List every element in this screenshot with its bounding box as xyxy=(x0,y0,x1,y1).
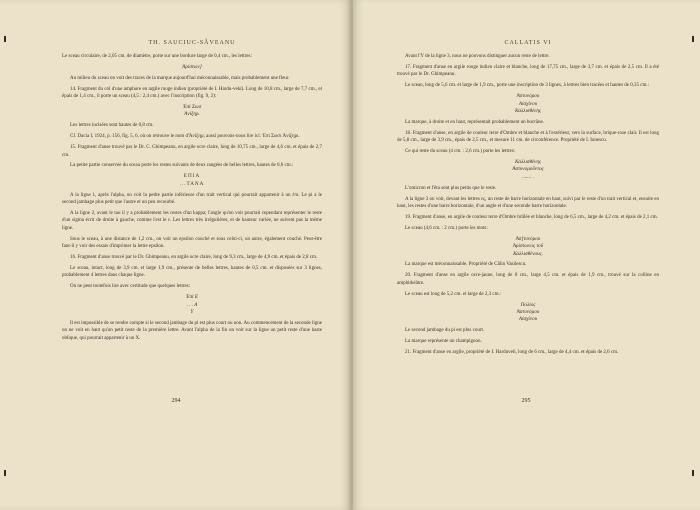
page-number: 295 xyxy=(521,398,531,404)
paragraph: Il est impossible de se rendre compte si le second jambage du pi est plus court ou non. Au commencement de la seconde ligne on ne voit en haut qu'un petit reste de la première lettre. Avant l'alpha de la fin on voit sur la ligne un petit reste d'une haste oblique, qui pourrait appartenir à un Χ. xyxy=(62,320,322,341)
paragraph: 21. Fragment d'anse en argile, propriété de I. Harduveli, long de 6 cm., large de 4,4 cm. et épais de 2,6 cm. xyxy=(405,350,619,356)
paragraph: Le second jambage du pi est plus court. xyxy=(405,328,485,334)
book-gutter xyxy=(350,0,353,510)
inscription-line: . . . Α xyxy=(186,301,198,308)
inscription-line: Ἀρίστωνος τοῦ xyxy=(512,243,544,250)
inscription-line: ....... . xyxy=(522,173,534,180)
inscription xyxy=(62,294,322,316)
inscription-line: Ἀστυνόμου xyxy=(516,308,540,315)
inscription-line: Ἀρίστων] xyxy=(182,63,202,70)
paragraph: 19. Fragment d'anse, en argile de couleur terre d'Ombre brûlée et blanche, long de 6,5 cm., large de 4,2 cm. et épais de 2,1 cm. xyxy=(405,214,658,220)
inscription xyxy=(397,236,659,258)
paragraph: Le sceau (4,6 cm. : 2 cm.) porte les mots: xyxy=(405,225,488,231)
paragraph: Ce qui reste du sceau (4 cm. : 2,6 cm.) porte les lettres: xyxy=(405,149,516,155)
paragraph: 17. Fragment d'anse en argile rouge indien claire et blanche, long de 17,75 cm., large de 3,7 cm. et épais de 2,5 cm. Il a été trouvé par le Dr. Ghimpeanu. xyxy=(397,64,659,78)
left-page-text xyxy=(62,53,322,342)
paragraph: Les lettres incisées sont hautes de 0,8 cm. xyxy=(70,123,154,129)
paragraph: Le sceau circulaire, de 2,05 cm. de diamètre, porte sur une bordure large de 0,4 cm., les lettres: xyxy=(62,54,252,59)
inscription-line: Καλλισθένης xyxy=(514,158,542,165)
inscription-line: Αἰσχίνου xyxy=(518,100,538,107)
inscription xyxy=(62,104,322,119)
inscription-line: Ἐπὶ Σωσ xyxy=(182,104,202,111)
inscription xyxy=(397,159,659,181)
paragraph: Cf. Dacia I, 1924, p. 156, fig. 5, 6, où on retrouve le nom d'Ἀνίξηρ; aussi pouvons-nous lire ici: Ἐπὶ Σωσι Ἀνίξηρι. xyxy=(70,134,300,140)
left-page-content xyxy=(62,40,322,346)
right-page-text xyxy=(397,53,659,357)
paragraph: 14. Fragment du col d'une amphore en argile rouge indien (propriété de I. Hardu-veki). Long de 10,8 cm., large de 7,7 cm., et épais de 1,4 cm., il porte un sceau (4,5 : 2,4 cm.) avec l'inscription (fig. 9, 2): xyxy=(62,86,322,100)
paragraph: Le sceau, intact, long de 3,9 cm. et large 1,9 cm., présente de belles lettres, hautes de 0,5 cm. et disposées sur 3 lignes, probablement 4 lettres dans chaque ligne. xyxy=(62,265,322,279)
binding-clip xyxy=(692,470,694,476)
inscription-line: Καλλισθένους. xyxy=(513,250,543,257)
paragraph: A la ligne 1, après l'alpha, on voit la petite partie inférieure d'un trait vertical qui pourrait appartenir à un ἐπι. Le pi a le second jambage plus petit que l'autre et un peu recourbé. xyxy=(62,192,322,206)
inscription-line: Ἀστυνόμου xyxy=(516,93,540,100)
paragraph: Le sceau est long de 5,2 cm. et large de 2,3 cm.: xyxy=(405,291,502,297)
binding-clip xyxy=(692,36,694,42)
inscription-line: Πολίος xyxy=(520,301,536,308)
paragraph: L'omicron et l'êta sont plus petits que le reste. xyxy=(405,185,497,191)
inscription-line: Ἐπὶ Ε xyxy=(185,294,199,301)
paragraph: 20. Fragment d'anse en argile ocre-jaune, long de 8 cm., large 4,5 cm. et épais de 1,9 cm., trouvé sur la colline en amphithéâtre. xyxy=(397,273,659,286)
paragraph: On ne peut toutefois lire avec certitude que quelques lettres: xyxy=(70,284,191,290)
inscription-line: ...ΤΑΝΑ xyxy=(179,180,205,187)
paragraph: 18. Fragment d'anse, en argile de couleur terre d'Ombre et blanche et à l'extérieur, vers la surface, brique-rose clair. Il est long de 5,8 cm., large de 3,9 cm., épais de 2,5 cm., et mesure 11 cm. de circonférence. Propriété de I. Ionescu. xyxy=(397,130,659,144)
paragraph: Au milieu du sceau on voit des traces de la marque aujourd'hui méconnaissable, mais probablement une fleur. xyxy=(70,75,290,81)
inscription xyxy=(397,302,659,324)
paragraph: La marque représente un champignon. xyxy=(405,339,482,345)
paragraph: 15. Fragment d'anse trouvé par le Dr. C. Ghimpeanu, en argile ocre claire, long de 10,75 cm., large de 4,6 cm. et épais de 2,7 cm. xyxy=(62,145,322,158)
inscription-line: Καλλισθένης xyxy=(514,107,542,114)
inscription-line: ΕΠΙΑ xyxy=(183,173,201,180)
paragraph: Avant l'Υ de la ligne 3, nous ne pouvons distinguer aucun reste de lettre. xyxy=(405,54,550,59)
paragraph: A la ligne 3 on voit, devant les lettres ες, un reste de barre horizontale en haut, suivi par le reste d'un trait vertical et, ensuite en haut, les restes d'une barre horizontale, d'un angle et d'une seconde barre horizontale. xyxy=(397,196,659,209)
inscription-line: Υ xyxy=(190,308,194,315)
running-header: TH. SAUCIUC-SĂVEANU xyxy=(148,40,236,46)
binding-clip xyxy=(4,36,6,42)
inscription xyxy=(397,93,659,115)
inscription-line: Ἀστυνομοῦντος xyxy=(512,166,544,173)
binding-clip xyxy=(4,470,6,476)
inscription-line: Ἀσ]τυνόμου xyxy=(515,235,541,242)
running-header: CALLATIS VI xyxy=(504,40,552,46)
paragraph: A la ligne 2, avant le tau il y a probablement les restes d'un kappa; l'angle qu'on voit pourrait cependant représenter le reste d'un sigma écrit de droite à gauche, comme l'est le ε. Les lettres très irrégulières, et de hauteur variée, ne suivent pas la même ligne. xyxy=(62,211,322,231)
right-page-content xyxy=(397,40,659,360)
inscription xyxy=(62,173,322,188)
paragraph: Le sceau, long de 5,6 cm. et large de 1,9 cm., porte une inscription de 3 lignes, à lettres bien tracées et hautes de 0,35 cm.: xyxy=(405,83,649,89)
inscription-line: Αἰσχίνου xyxy=(518,316,538,323)
right-page xyxy=(352,0,700,510)
paragraph: La marque, à droite et en haut, représentait probablement un bucrâne. xyxy=(405,119,544,125)
paragraph: 16. Fragment d'anse trouvé par le Dr. Ghimpeanu, en argile ocre claire, long de 9,3 cm., large de 4,9 cm. et épais de 2,8 cm. xyxy=(70,255,318,261)
inscription-line: Ἀνίξηρ. xyxy=(184,111,200,118)
inscription xyxy=(62,64,322,71)
paragraph: La marque est méconnaissable. Propriété de Călin Vasilescu. xyxy=(405,262,527,268)
page-number: 294 xyxy=(171,398,181,404)
paragraph: Sous le sceau, à une distance de 1,2 cm., on voit un epsilon couché et sous celui-ci, un autre, également couché. Peut-être faut-il y voir des essais d'imprimer la lettre epsilon. xyxy=(62,236,322,250)
paragraph: La petite partie conservée du sceau porte les restes suivants de deux rangées de belles lettres, hautes de 0,6 cm.: xyxy=(70,163,294,169)
